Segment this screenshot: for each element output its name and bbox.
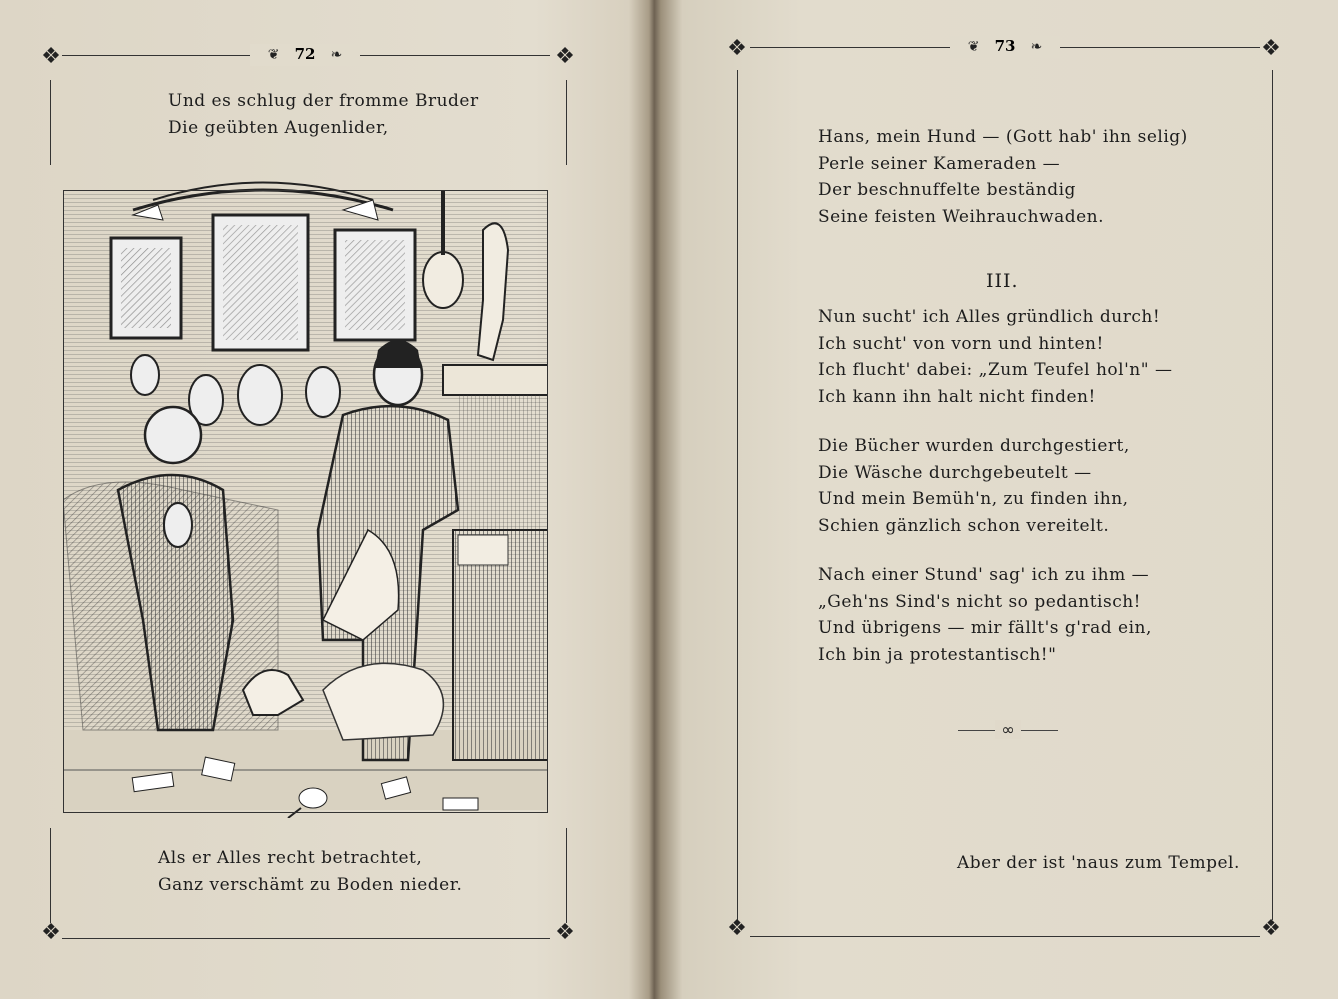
section-heading: III. <box>986 270 1019 292</box>
verse-line: Hans, mein Hund — (Gott hab' ihn selig) <box>818 127 1188 147</box>
page-number-box <box>950 36 1060 58</box>
verse-line: Ich kann ihn halt nicht finden! <box>818 386 1096 407</box>
catchword-line: Aber der ist 'naus zum Tempel. <box>957 853 1240 873</box>
stanza-2 <box>818 304 1172 410</box>
verse-line: Und mein Bemüh'n, zu finden ihn, <box>818 489 1129 510</box>
verse-line: Perle seiner Kameraden — <box>818 153 1061 174</box>
verse-line: Seine feisten Weihrauchwaden. <box>818 206 1105 227</box>
verse-line: Als er Alles recht betrachtet, <box>158 848 423 868</box>
verse-line: „Geh'ns Sind's nicht so pedantisch! <box>818 591 1142 612</box>
flourish-left-icon: ❦ <box>967 39 980 55</box>
verse-line: Schien gänzlich schon vereitelt. <box>818 515 1110 536</box>
section-divider <box>958 720 1058 739</box>
verse-line: Die Wäsche durchgebeutelt — <box>818 462 1092 483</box>
verse-line: Ich bin ja protestantisch!" <box>818 644 1057 665</box>
corner-ornament-icon: ❖ <box>727 36 747 61</box>
corner-ornament-icon: ❖ <box>555 920 575 945</box>
corner-ornament-icon: ❖ <box>555 44 575 69</box>
flourish-right-icon: ❧ <box>1030 39 1043 55</box>
corner-ornament-icon: ❖ <box>1261 36 1281 61</box>
frame-left-line <box>737 70 738 920</box>
verse-line: Nun sucht' ich Alles gründlich durch! <box>818 307 1161 327</box>
corner-ornament-icon: ❖ <box>727 916 747 941</box>
verse-line: Und übrigens — mir fällt's g'rad ein, <box>818 618 1152 639</box>
top-verse <box>168 88 479 141</box>
flourish-left-icon: ❦ <box>267 47 280 63</box>
stanza-1 <box>818 124 1188 230</box>
frame-bottom-line <box>62 938 550 939</box>
page-number: 72 <box>294 45 316 63</box>
illustration-engraving <box>63 170 548 818</box>
frame-left-line-bottom <box>50 828 51 923</box>
engraving-image <box>63 170 548 818</box>
verse-line: Ganz verschämt zu Boden nieder. <box>158 874 463 895</box>
verse-line: Die Bücher wurden durchgestiert, <box>818 436 1130 456</box>
verse-line: Ich sucht' von vorn und hinten! <box>818 333 1104 354</box>
verse-line: Und es schlug der fromme Bruder <box>168 91 479 111</box>
frame-right-line-top <box>566 80 567 165</box>
frame-bottom-line <box>750 936 1260 937</box>
divider-ornament-icon: ∞ <box>995 720 1020 739</box>
right-page <box>650 0 1338 999</box>
flourish-right-icon: ❧ <box>330 47 343 63</box>
corner-ornament-icon: ❖ <box>41 920 61 945</box>
verse-line: Ich flucht' dabei: „Zum Teufel hol'n" — <box>818 360 1173 381</box>
page-number-box <box>250 44 360 66</box>
catchword <box>957 850 1240 877</box>
verse-line: Der beschnuffelte beständig <box>818 180 1076 201</box>
stanza-3 <box>818 433 1130 539</box>
corner-ornament-icon: ❖ <box>41 44 61 69</box>
bottom-verse <box>158 845 462 898</box>
verse-line: Nach einer Stund' sag' ich zu ihm — <box>818 565 1150 585</box>
frame-right-line-bottom <box>566 828 567 923</box>
stanza-4 <box>818 562 1152 668</box>
frame-left-line-top <box>50 80 51 165</box>
frame-right-line <box>1272 70 1273 920</box>
corner-ornament-icon: ❖ <box>1261 916 1281 941</box>
left-page <box>0 0 645 999</box>
page-number: 73 <box>994 37 1016 55</box>
verse-line: Die geübten Augenlider, <box>168 117 389 138</box>
